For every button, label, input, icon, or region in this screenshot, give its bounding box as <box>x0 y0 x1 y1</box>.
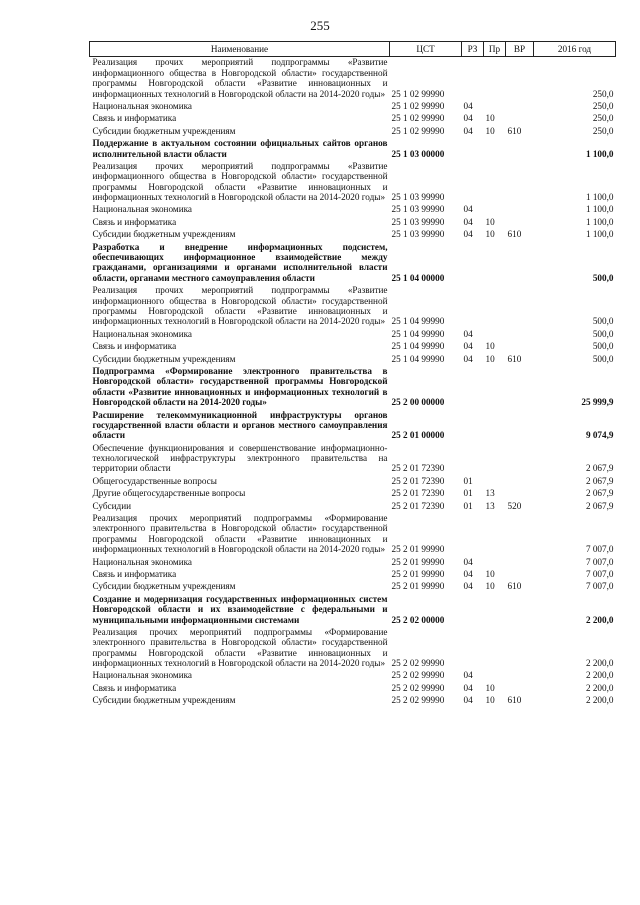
cell-amount: 250,0 <box>592 100 614 111</box>
cell-cst: 25 2 01 72390 <box>391 475 445 486</box>
cell-rz <box>462 138 484 161</box>
column-header-pr: Пр <box>484 42 506 57</box>
cell-cst: 25 2 01 99990 <box>391 544 445 555</box>
cell-vr: 610 <box>507 581 522 592</box>
cell-cst: 25 1 03 99990 <box>391 229 445 240</box>
cell-name: Субсидии <box>92 500 132 511</box>
cell-pr <box>484 627 506 671</box>
cell-rz: 04 <box>463 204 473 215</box>
cell-cst: 25 2 01 72390 <box>391 500 445 511</box>
cell-name: Связь и информатика <box>92 682 177 693</box>
cell-name: Субсидии бюджетным учреждениям <box>92 125 236 136</box>
cell-pr: 10 <box>485 695 495 706</box>
cell-rz: 04 <box>463 100 473 111</box>
cell-cst: 25 1 02 99990 <box>391 100 445 111</box>
cell-rz: 01 <box>463 475 473 486</box>
cell-amount: 2 200,0 <box>585 670 614 681</box>
cell-pr: 13 <box>485 500 495 511</box>
cell-cst: 25 1 03 00000 <box>391 148 445 159</box>
cell-cst: 25 1 04 99990 <box>391 316 445 327</box>
table-row <box>90 204 616 216</box>
table-row <box>90 161 616 205</box>
cell-pr: 10 <box>485 113 495 124</box>
cell-pr: 10 <box>485 125 495 136</box>
cell-name: Расширение телекоммуникационной инфраструктуры органов государственной власти области и органов местного самоуправления области <box>92 409 388 441</box>
cell-vr <box>506 683 534 695</box>
column-header-year: 2016 год <box>534 42 616 57</box>
cell-amount: 1 100,0 <box>585 148 614 159</box>
table-row <box>90 57 616 101</box>
cell-name: Реализация прочих мероприятий подпрограммы «Развитие информационного общества в Новгородской области» государственной программы Новгородской области «Развитие инновационных и информационных технологий в Новгородской области на 2014-2020 годы» <box>92 160 388 203</box>
cell-pr <box>484 101 506 113</box>
column-header-vr: ВР <box>506 42 534 57</box>
cell-amount: 1 100,0 <box>585 229 614 240</box>
cell-rz <box>462 594 484 627</box>
cell-cst: 25 2 01 99990 <box>391 568 445 579</box>
cell-pr <box>484 594 506 627</box>
table-row <box>90 329 616 341</box>
cell-vr <box>506 557 534 569</box>
cell-rz: 04 <box>463 670 473 681</box>
cell-rz: 04 <box>463 113 473 124</box>
cell-cst: 25 2 01 99990 <box>391 581 445 592</box>
page-number: 255 <box>310 18 330 33</box>
cell-amount: 7 007,0 <box>585 581 614 592</box>
cell-name: Поддержание в актуальном состоянии официальных сайтов органов исполнительной власти области <box>92 138 388 159</box>
cell-vr <box>506 329 534 341</box>
table-row <box>90 138 616 161</box>
cell-rz <box>462 366 484 410</box>
cell-name: Субсидии бюджетным учреждениям <box>92 353 236 364</box>
table-row <box>90 581 616 593</box>
cell-vr <box>506 161 534 205</box>
cell-rz: 04 <box>463 216 473 227</box>
cell-amount: 25 999,9 <box>581 397 614 408</box>
cell-rz: 04 <box>463 568 473 579</box>
cell-rz <box>462 242 484 286</box>
cell-name: Другие общегосударственные вопросы <box>92 488 246 499</box>
cell-pr <box>484 138 506 161</box>
cell-name: Национальная экономика <box>92 556 193 567</box>
cell-name: Национальная экономика <box>92 100 193 111</box>
cell-vr <box>506 285 534 329</box>
cell-vr <box>506 443 534 476</box>
cell-name: Реализация прочих мероприятий подпрограммы «Формирование электронного правительства в Новгородской области» государственной программы Новгородской области «Развитие инновационных и информационных технологий в Новгородской области на 2014-2020 годы» <box>92 513 388 555</box>
table-row <box>90 229 616 241</box>
cell-name: Обеспечение функционирования и совершенствование информационно-технологической инфраструктуры электронного правительства на территории области <box>92 442 388 474</box>
cell-amount: 1 100,0 <box>585 192 614 203</box>
table-row <box>90 683 616 695</box>
cell-name: Реализация прочих мероприятий подпрограммы «Развитие информационного общества в Новгородской области» государственной программы Новгородской области «Развитие инновационных и информационных технологий в Новгородской области на 2014-2020 годы» <box>92 285 388 327</box>
cell-vr <box>506 113 534 125</box>
cell-name: Национальная экономика <box>92 670 193 681</box>
cell-cst: 25 2 02 00000 <box>391 614 445 625</box>
cell-vr <box>506 57 534 101</box>
table-row <box>90 501 616 513</box>
cell-amount: 2 200,0 <box>585 695 614 706</box>
cell-amount: 500,0 <box>592 341 614 352</box>
column-header-cst: ЦСТ <box>390 42 462 57</box>
cell-pr <box>484 366 506 410</box>
cell-vr <box>506 242 534 286</box>
table-row <box>90 410 616 443</box>
cell-rz: 04 <box>463 341 473 352</box>
cell-cst: 25 1 03 99990 <box>391 192 445 203</box>
column-header-rz: РЗ <box>462 42 484 57</box>
cell-vr <box>506 627 534 671</box>
table-row <box>90 113 616 125</box>
table-row <box>90 476 616 488</box>
cell-pr <box>484 670 506 682</box>
table-row <box>90 627 616 671</box>
cell-amount: 7 007,0 <box>585 556 614 567</box>
cell-cst: 25 1 04 00000 <box>391 272 445 283</box>
cell-rz <box>462 410 484 443</box>
table-row <box>90 557 616 569</box>
cell-pr <box>484 242 506 286</box>
cell-cst: 25 2 02 99990 <box>391 670 445 681</box>
cell-vr <box>506 204 534 216</box>
cell-amount: 250,0 <box>592 125 614 136</box>
budget-table <box>89 41 616 708</box>
table-row <box>90 217 616 229</box>
cell-vr: 610 <box>507 229 522 240</box>
table-row <box>90 101 616 113</box>
cell-cst: 25 1 02 99990 <box>391 125 445 136</box>
cell-pr <box>484 161 506 205</box>
cell-name: Связь и информатика <box>92 216 177 227</box>
cell-rz: 01 <box>463 500 473 511</box>
cell-rz: 04 <box>463 581 473 592</box>
cell-rz: 04 <box>463 229 473 240</box>
cell-pr: 10 <box>485 229 495 240</box>
cell-pr: 10 <box>485 353 495 364</box>
cell-amount: 250,0 <box>592 88 614 99</box>
cell-rz: 04 <box>463 695 473 706</box>
cell-pr: 10 <box>485 682 495 693</box>
cell-amount: 500,0 <box>592 328 614 339</box>
table-row <box>90 488 616 500</box>
cell-cst: 25 2 01 72390 <box>391 463 445 474</box>
cell-vr <box>506 410 534 443</box>
cell-vr <box>506 569 534 581</box>
cell-amount: 500,0 <box>592 353 614 364</box>
cell-vr <box>506 366 534 410</box>
cell-vr: 610 <box>507 353 522 364</box>
cell-pr <box>484 329 506 341</box>
cell-amount: 1 100,0 <box>585 204 614 215</box>
cell-rz: 04 <box>463 125 473 136</box>
cell-cst: 25 2 02 99990 <box>391 682 445 693</box>
cell-cst: 25 1 03 99990 <box>391 204 445 215</box>
cell-name: Создание и модернизация государственных информационных систем Новгородской области и их взаимодействие с федеральными и муниципальными информационными системами <box>92 593 388 625</box>
table-row <box>90 126 616 138</box>
cell-pr: 10 <box>485 581 495 592</box>
table-row <box>90 366 616 410</box>
cell-amount: 500,0 <box>592 272 614 283</box>
cell-amount: 500,0 <box>592 316 614 327</box>
cell-amount: 7 007,0 <box>585 568 614 579</box>
cell-rz <box>462 513 484 557</box>
table-body <box>90 57 616 708</box>
cell-cst: 25 2 01 99990 <box>391 556 445 567</box>
cell-pr <box>484 204 506 216</box>
table-row <box>90 443 616 476</box>
cell-rz <box>462 161 484 205</box>
cell-pr <box>484 513 506 557</box>
cell-cst: 25 1 03 99990 <box>391 216 445 227</box>
cell-cst: 25 1 04 99990 <box>391 341 445 352</box>
cell-pr <box>484 476 506 488</box>
cell-name: Реализация прочих мероприятий подпрограммы «Развитие информационного общества в Новгородской области» государственной программы Новгородской области «Развитие инновационных и информационных технологий в Новгородской области на 2014-2020 годы» <box>92 57 388 99</box>
cell-amount: 2 200,0 <box>585 658 614 669</box>
cell-vr <box>506 341 534 353</box>
cell-pr: 10 <box>485 568 495 579</box>
cell-name: Субсидии бюджетным учреждениям <box>92 229 236 240</box>
cell-cst: 25 1 04 99990 <box>391 328 445 339</box>
cell-amount: 7 007,0 <box>585 544 614 555</box>
cell-vr <box>506 488 534 500</box>
cell-vr <box>506 594 534 627</box>
cell-name: Связь и информатика <box>92 341 177 352</box>
cell-vr: 610 <box>507 695 522 706</box>
cell-cst: 25 1 02 99990 <box>391 88 445 99</box>
cell-vr <box>506 476 534 488</box>
cell-amount: 2 200,0 <box>585 682 614 693</box>
table-row <box>90 341 616 353</box>
cell-cst: 25 2 01 00000 <box>391 430 445 441</box>
cell-cst: 25 2 02 99990 <box>391 658 445 669</box>
cell-rz: 04 <box>463 353 473 364</box>
cell-name: Реализация прочих мероприятий подпрограммы «Формирование электронного правительства в Новгородской области» государственной программы Новгородской области «Развитие инновационных и информационных технологий в Новгородской области на 2014-2020 годы» <box>92 626 388 669</box>
table-row <box>90 594 616 627</box>
cell-amount: 2 067,9 <box>585 488 614 499</box>
cell-name: Разработка и внедрение информационных подсистем, обеспечивающих информационное взаимодействие между гражданами, организациями и органами исполнительной власти области, органами местного самоуправления области <box>92 241 388 283</box>
table-row <box>90 670 616 682</box>
cell-name: Общегосударственные вопросы <box>92 475 217 486</box>
cell-rz <box>462 285 484 329</box>
cell-name: Связь и информатика <box>92 113 177 124</box>
cell-cst: 25 1 02 99990 <box>391 113 445 124</box>
cell-name: Национальная экономика <box>92 204 193 215</box>
cell-cst: 25 2 00 00000 <box>391 397 445 408</box>
cell-pr <box>484 285 506 329</box>
cell-vr <box>506 513 534 557</box>
cell-vr: 610 <box>507 125 522 136</box>
cell-pr: 10 <box>485 341 495 352</box>
cell-rz: 04 <box>463 328 473 339</box>
cell-name: Подпрограмма «Формирование электронного правительства в Новгородской области» государственной программы Новгородской области «Развитие инновационных и информационных технологий в Новгородской области на 2014-2020 годы» <box>92 365 388 408</box>
table-header <box>90 42 616 57</box>
cell-amount: 250,0 <box>592 113 614 124</box>
table-row <box>90 285 616 329</box>
cell-cst: 25 2 01 72390 <box>391 488 445 499</box>
table-row <box>90 513 616 557</box>
cell-pr <box>484 557 506 569</box>
cell-vr <box>506 217 534 229</box>
table-row <box>90 695 616 707</box>
cell-name: Связь и информатика <box>92 568 177 579</box>
cell-vr <box>506 138 534 161</box>
cell-cst: 25 2 02 99990 <box>391 695 445 706</box>
cell-pr <box>484 410 506 443</box>
cell-vr <box>506 101 534 113</box>
cell-amount: 2 067,9 <box>585 475 614 486</box>
cell-rz: 04 <box>463 682 473 693</box>
cell-amount: 2 200,0 <box>585 614 614 625</box>
column-header-name: Наименование <box>90 42 390 57</box>
cell-rz <box>462 57 484 101</box>
cell-vr: 520 <box>507 500 522 511</box>
cell-rz <box>462 627 484 671</box>
cell-pr: 13 <box>485 488 495 499</box>
cell-rz: 01 <box>463 488 473 499</box>
cell-vr <box>506 670 534 682</box>
cell-name: Субсидии бюджетным учреждениям <box>92 581 236 592</box>
cell-pr <box>484 57 506 101</box>
cell-name: Субсидии бюджетным учреждениям <box>92 695 236 706</box>
cell-rz <box>462 443 484 476</box>
cell-rz: 04 <box>463 556 473 567</box>
cell-pr: 10 <box>485 216 495 227</box>
cell-pr <box>484 443 506 476</box>
cell-name: Национальная экономика <box>92 328 193 339</box>
table-row <box>90 354 616 366</box>
cell-amount: 9 074,9 <box>585 430 614 441</box>
cell-cst: 25 1 04 99990 <box>391 353 445 364</box>
cell-amount: 2 067,9 <box>585 463 614 474</box>
table-row <box>90 569 616 581</box>
cell-amount: 1 100,0 <box>585 216 614 227</box>
table-row <box>90 242 616 286</box>
cell-amount: 2 067,9 <box>585 500 614 511</box>
